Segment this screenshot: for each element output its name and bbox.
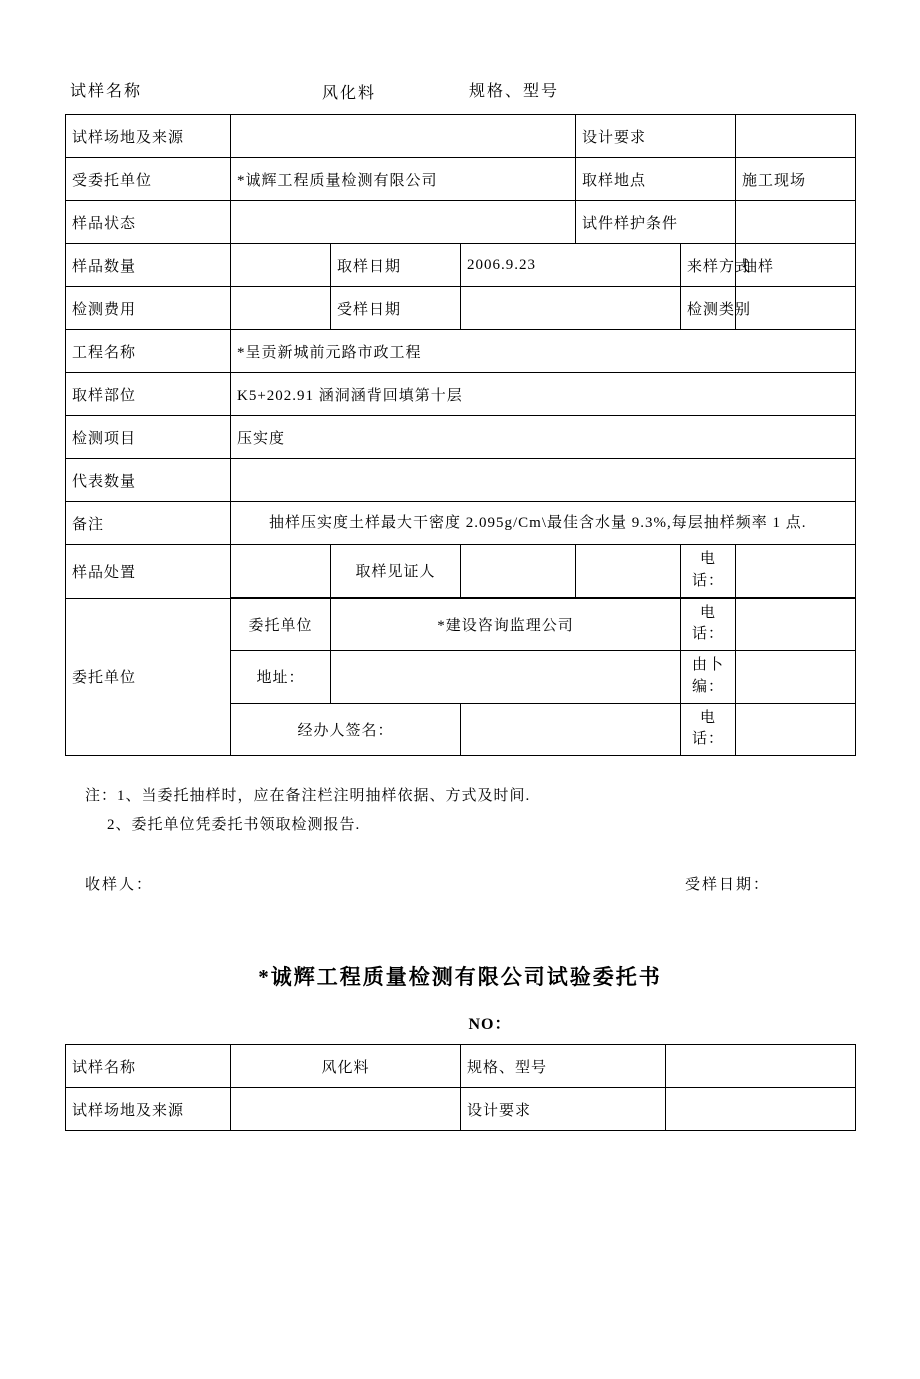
test-fee-label: 检测费用 <box>66 287 231 330</box>
receive-date-label: 受样日期 <box>331 287 461 330</box>
entrust-phone-label: 电话： <box>681 598 736 651</box>
postcode-value[interactable] <box>736 651 856 704</box>
receive-date-value[interactable] <box>461 287 681 330</box>
table-row <box>66 1045 856 1088</box>
document-page <box>0 78 920 1379</box>
test-type-label: 检测类别 <box>681 287 736 330</box>
table-row <box>66 459 856 502</box>
sample-handling-label: 样品处置 <box>66 545 231 599</box>
sampling-place-value[interactable]: 施工现场 <box>736 158 856 201</box>
curing-condition-label: 试件样护条件 <box>576 201 736 244</box>
sample-state-label: 样品状态 <box>66 201 231 244</box>
entrusted-unit-label: 受委托单位 <box>66 158 231 201</box>
sampling-date-value[interactable]: 2006.9.23 <box>461 244 681 287</box>
address-value[interactable] <box>331 651 681 704</box>
handler-sign-value[interactable] <box>461 703 681 756</box>
notes-block <box>65 782 855 839</box>
table-row <box>66 158 856 201</box>
handler-sign-label: 经办人签名： <box>231 703 461 756</box>
note-line-2: 2、委托单位凭委托书领取检测报告. <box>107 816 361 833</box>
remark-value[interactable]: 抽样压实度土样最大干密度 2.095g/Cm\最佳含水量 9.3%,每层抽样频率 1 点. <box>231 502 856 545</box>
test-fee-value[interactable] <box>231 287 331 330</box>
represent-qty-label: 代表数量 <box>66 459 231 502</box>
sample-source-label: 来样方式 <box>681 244 736 287</box>
entrusted-unit-value[interactable]: *诚辉工程质量检测有限公司 <box>231 158 576 201</box>
handler-phone-label: 电话： <box>681 703 736 756</box>
table-row <box>66 115 856 158</box>
table-row <box>66 1088 856 1131</box>
project-name-label: 工程名称 <box>66 330 231 373</box>
sample-qty-value[interactable] <box>231 244 331 287</box>
sampling-part-value[interactable]: K5+202.91 涵洞涵背回填第十层 <box>231 373 856 416</box>
receiver-row <box>65 873 855 899</box>
design-req-value[interactable] <box>736 115 856 158</box>
witness-phone-label: 电话： <box>681 545 736 598</box>
address-label: 地址： <box>231 651 331 704</box>
no-label: NO： <box>468 1016 512 1033</box>
spec-model-value-2[interactable] <box>666 1045 856 1088</box>
spec-model-label: 规格、型号 <box>469 83 560 100</box>
design-req-label: 设计要求 <box>576 115 736 158</box>
second-form-table <box>65 1044 856 1131</box>
table-row <box>66 502 856 545</box>
design-req-value-2[interactable] <box>666 1088 856 1131</box>
handler-phone-value[interactable] <box>736 703 856 756</box>
project-name-value[interactable]: *呈贡新城前元路市政工程 <box>231 330 856 373</box>
represent-qty-value[interactable] <box>231 459 856 502</box>
test-type-value[interactable] <box>736 287 856 330</box>
design-req-label-2: 设计要求 <box>461 1088 666 1131</box>
receiver-label: 收样人： <box>85 877 154 893</box>
note-line-1: 注：1、当委托抽样时，应在备注栏注明抽样依据、方式及时间. <box>85 788 531 804</box>
sample-source-value[interactable]: 抽样 <box>736 244 856 287</box>
postcode-label: 由卜编： <box>681 651 736 704</box>
table-row <box>66 201 856 244</box>
table-row <box>66 287 856 330</box>
table-row <box>66 330 856 373</box>
sample-name-value-2[interactable]: 风化料 <box>231 1045 461 1088</box>
remark-label: 备注 <box>66 502 231 545</box>
entrust-unit-value[interactable]: *建设咨询监理公司 <box>331 598 681 651</box>
table-row <box>66 244 856 287</box>
site-source-label-2: 试样场地及来源 <box>66 1088 231 1131</box>
receive-date-label: 受样日期： <box>685 877 771 893</box>
sampling-date-label: 取样日期 <box>331 244 461 287</box>
sample-name-label: 试样名称 <box>70 83 143 100</box>
sample-handling-blank[interactable] <box>231 545 331 598</box>
witness-label: 取样见证人 <box>331 545 461 598</box>
test-item-label: 检测项目 <box>66 416 231 459</box>
witness-value[interactable] <box>461 545 576 598</box>
witness-extra-blank[interactable] <box>576 545 681 598</box>
witness-phone-value[interactable] <box>736 545 856 598</box>
spec-model-label-2: 规格、型号 <box>461 1045 666 1088</box>
table-row <box>66 598 856 651</box>
table-row <box>66 373 856 416</box>
sample-state-value[interactable] <box>231 201 576 244</box>
sampling-part-label: 取样部位 <box>66 373 231 416</box>
sample-name-value: 风化料 <box>322 85 377 102</box>
test-item-value[interactable]: 压实度 <box>231 416 856 459</box>
table-row <box>66 416 856 459</box>
entrust-unit-label: 委托单位 <box>66 598 231 756</box>
document-title: *诚辉工程质量检测有限公司试验委托书 <box>258 965 662 989</box>
site-source-value[interactable] <box>231 115 576 158</box>
site-source-value-2[interactable] <box>231 1088 461 1131</box>
top-header-row <box>65 78 855 114</box>
sample-name-label-2: 试样名称 <box>66 1045 231 1088</box>
curing-condition-value[interactable] <box>736 201 856 244</box>
site-source-label: 试样场地及来源 <box>66 115 231 158</box>
sample-qty-label: 样品数量 <box>66 244 231 287</box>
entrust-phone-value[interactable] <box>736 598 856 651</box>
entrust-unit-sub-label: 委托单位 <box>231 598 331 651</box>
table-row <box>66 545 856 598</box>
sampling-place-label: 取样地点 <box>576 158 736 201</box>
entrust-form-table <box>65 114 856 756</box>
